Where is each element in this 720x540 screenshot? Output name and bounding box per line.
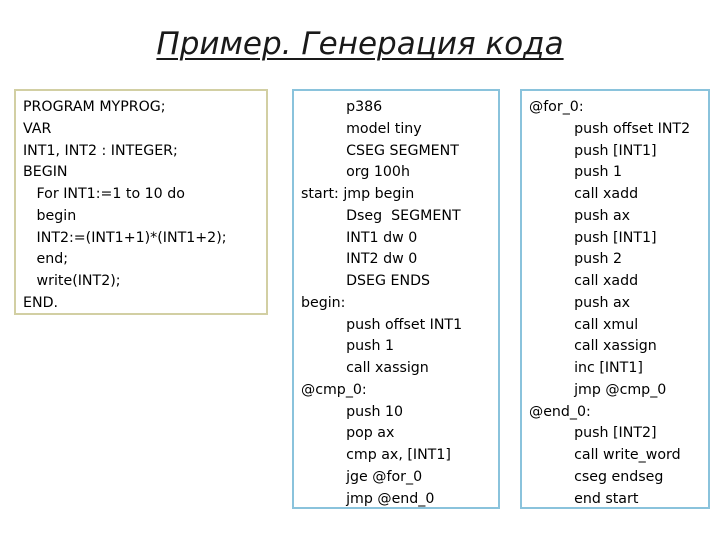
code-line: push offset INT1 bbox=[301, 316, 463, 333]
code-line: @for_0: bbox=[529, 99, 584, 115]
code-line: push ax bbox=[529, 207, 631, 224]
code-line: CSEG SEGMENT bbox=[301, 142, 459, 159]
code-line: inc [INT1] bbox=[529, 360, 643, 376]
code-line: end; bbox=[23, 251, 69, 268]
code-line: jmp @cmp_0 bbox=[529, 381, 667, 398]
pascal-source-box bbox=[14, 89, 268, 315]
code-line: begin: bbox=[301, 294, 346, 311]
code-line: start: jmp begin bbox=[301, 186, 415, 202]
code-line: INT1, INT2 : INTEGER; bbox=[23, 142, 178, 159]
code-line: call xadd bbox=[529, 186, 639, 202]
code-line: END. bbox=[23, 294, 59, 311]
code-line: INT2 dw 0 bbox=[301, 251, 418, 268]
code-line: begin bbox=[23, 207, 77, 224]
code-line: push [INT1] bbox=[529, 229, 657, 246]
assembly-listing-box-2 bbox=[520, 89, 710, 509]
code-line: @cmp_0: bbox=[301, 381, 367, 398]
code-line: pop ax bbox=[301, 425, 395, 442]
code-line: push 1 bbox=[529, 164, 623, 181]
code-line: end start bbox=[529, 490, 639, 507]
code-line: INT1 dw 0 bbox=[301, 229, 418, 246]
code-line: call xassign bbox=[529, 338, 657, 355]
code-line: PROGRAM MYPROG; bbox=[23, 99, 166, 115]
slide-title-text: Пример. Генерация кода bbox=[156, 26, 564, 62]
code-line: jge @for_0 bbox=[301, 468, 423, 485]
code-line: push 1 bbox=[301, 338, 395, 355]
code-line: @end_0: bbox=[529, 403, 591, 420]
code-line: push ax bbox=[529, 294, 631, 311]
code-line: model tiny bbox=[301, 120, 422, 137]
code-line: Dseg SEGMENT bbox=[301, 207, 461, 224]
assembly-listing-box-1 bbox=[292, 89, 500, 509]
code-line: INT2:=(INT1+1)*(INT1+2); bbox=[23, 229, 227, 246]
code-line: call xassign bbox=[301, 360, 429, 376]
code-line: push [INT1] bbox=[529, 142, 657, 159]
code-line: p386 bbox=[301, 99, 383, 115]
code-line: call xadd bbox=[529, 273, 639, 289]
code-line: cseg endseg bbox=[529, 468, 664, 485]
code-line: call xmul bbox=[529, 316, 639, 333]
code-line: push [INT2] bbox=[529, 425, 657, 442]
code-line: DSEG ENDS bbox=[301, 273, 431, 289]
code-line: jmp @end_0 bbox=[301, 490, 435, 507]
code-line: VAR bbox=[23, 120, 52, 137]
code-line: write(INT2); bbox=[23, 273, 121, 289]
code-line: call write_word bbox=[529, 447, 681, 463]
code-line: For INT1:=1 to 10 do bbox=[23, 186, 185, 202]
code-line: push 2 bbox=[529, 251, 623, 268]
slide-title bbox=[0, 24, 720, 64]
code-line: push 10 bbox=[301, 403, 404, 420]
code-line: org 100h bbox=[301, 164, 410, 181]
code-line: push offset INT2 bbox=[529, 120, 691, 137]
code-line: BEGIN bbox=[23, 164, 68, 181]
code-line: cmp ax, [INT1] bbox=[301, 447, 451, 463]
